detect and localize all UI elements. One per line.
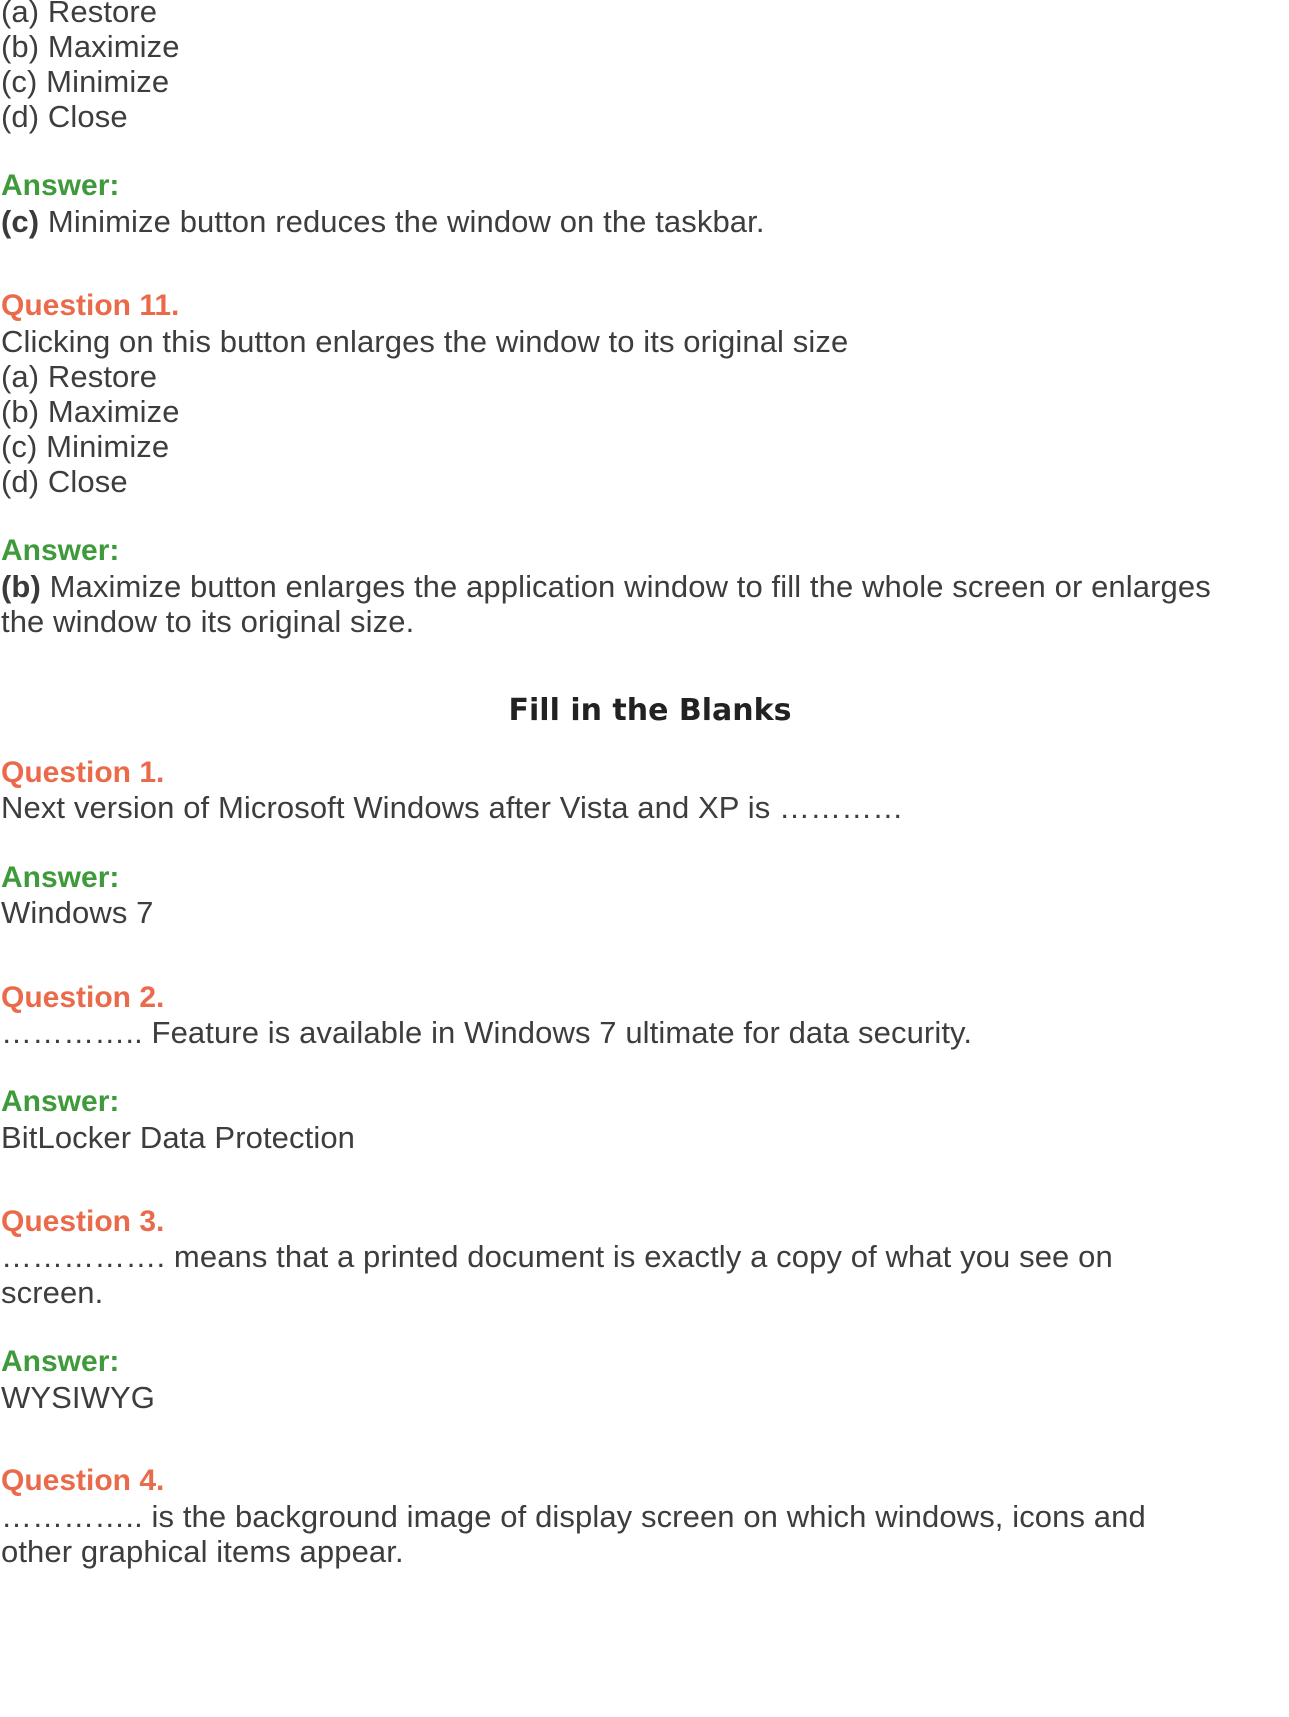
prev-option-b: (b) Maximize: [1, 29, 180, 64]
fib-q3-text-line1: ……………. means that a printed document is exactly a copy of what you see on: [1, 1239, 1113, 1274]
q11-answer-label: Answer:: [1, 534, 120, 567]
q11-option-a: (a) Restore: [1, 359, 158, 394]
fib-q4-label: Question 4.: [1, 1464, 165, 1497]
fib-q3-answer: WYSIWYG: [1, 1380, 155, 1415]
q11-answer-body: Maximize button enlarges the application window to fill the whole screen or enlarges: [40, 569, 1211, 604]
fib-q4-text-line2: other graphical items appear.: [1, 1534, 404, 1569]
q11-text: Clicking on this button enlarges the window to its original size: [1, 324, 849, 359]
prev-answer-text: [1, 203, 765, 241]
prev-option-a: (a) Restore: [1, 0, 158, 29]
prev-option-c: (c) Minimize: [1, 64, 170, 99]
prev-answer-letter: (c): [1, 204, 40, 239]
q11-option-d: (d) Close: [1, 464, 128, 499]
fib-q1-text: Next version of Microsoft Windows after Vista and XP is …………: [1, 790, 904, 825]
fib-q1-label: Question 1.: [1, 756, 165, 789]
section-heading-fill-in-the-blanks: Fill in the Blanks: [508, 693, 792, 728]
q11-label: Question 11.: [1, 289, 180, 322]
fib-q1-answer-label: Answer:: [1, 861, 120, 894]
fib-q3-text-line2: screen.: [1, 1275, 104, 1310]
q11-answer-letter: (b): [1, 569, 41, 604]
q11-answer-line2: the window to its original size.: [1, 604, 415, 639]
prev-answer-body: Minimize button reduces the window on the taskbar.: [39, 204, 765, 239]
prev-option-d: (d) Close: [1, 99, 128, 134]
q11-option-b: (b) Maximize: [1, 394, 180, 429]
q11-option-c: (c) Minimize: [1, 429, 170, 464]
fib-q3-label: Question 3.: [1, 1205, 165, 1238]
fib-q2-label: Question 2.: [1, 981, 165, 1014]
fib-q1-answer: Windows 7: [1, 895, 154, 930]
fib-q2-answer: BitLocker Data Protection: [1, 1120, 356, 1155]
fib-q4-text-line1: ………….. is the background image of display screen on which windows, icons and: [1, 1499, 1146, 1534]
fib-q2-text: ………….. Feature is available in Windows 7 ultimate for data security.: [1, 1015, 973, 1050]
q11-answer-line1: [1, 568, 1211, 606]
fib-q2-answer-label: Answer:: [1, 1085, 120, 1118]
fib-q3-answer-label: Answer:: [1, 1345, 120, 1378]
prev-answer-label: Answer:: [1, 169, 120, 202]
